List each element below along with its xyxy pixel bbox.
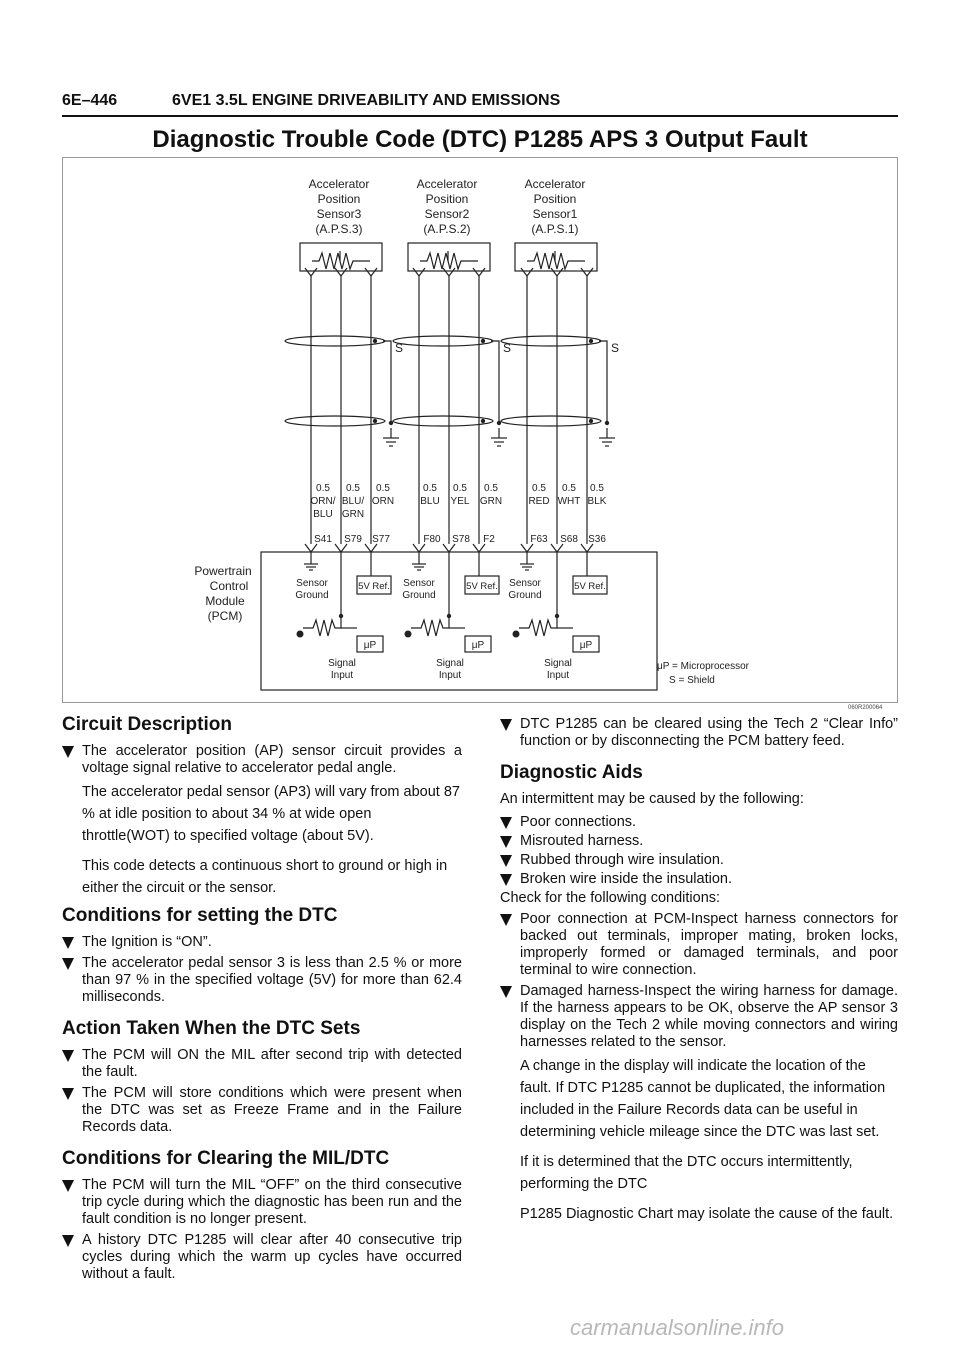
svg-text:0.5: 0.5 [453, 483, 467, 494]
bullet-item: Poor connections. [500, 814, 898, 831]
pcm-circuit-aps3 [295, 552, 391, 681]
svg-text:Accelerator: Accelerator [524, 177, 586, 191]
figure-id: 060R200064 [848, 705, 883, 711]
svg-text:F2: F2 [483, 534, 495, 545]
svg-text:Input: Input [546, 670, 570, 681]
right-column [500, 716, 898, 1233]
svg-text:RED: RED [528, 496, 550, 507]
svg-text:Sensor: Sensor [403, 578, 435, 589]
pcm-circuit-aps2 [402, 552, 499, 681]
svg-text:5V Ref.: 5V Ref. [574, 581, 606, 592]
page-header [62, 92, 561, 110]
svg-text:Sensor: Sensor [296, 578, 328, 589]
svg-text:Accelerator: Accelerator [308, 177, 370, 191]
page-number: 6E–446 [62, 92, 118, 109]
sensor-label-aps2 [417, 177, 478, 236]
shield-label-1: S [395, 341, 404, 355]
svg-text:S = Shield: S = Shield [669, 675, 715, 686]
heading-conditions-clearing: Conditions for Clearing the MIL/DTC [62, 1148, 390, 1169]
svg-text:BLU: BLU [313, 509, 333, 520]
sensor-label-aps3 [309, 177, 370, 236]
sensor-label-aps1 [525, 177, 586, 236]
svg-text:Position: Position [533, 192, 577, 206]
paragraph: Check for the following conditions: [500, 890, 721, 906]
svg-text:(A.P.S.3): (A.P.S.3) [315, 222, 363, 236]
svg-text:5V Ref.: 5V Ref. [358, 581, 390, 592]
diagram-legend [657, 661, 750, 686]
svg-text:0.5: 0.5 [532, 483, 546, 494]
heading-diagnostic-aids: Diagnostic Aids [500, 762, 643, 783]
svg-text:0.5: 0.5 [590, 483, 604, 494]
header-rule [62, 115, 898, 117]
svg-text:Sensor1: Sensor1 [532, 207, 578, 221]
svg-text:0.5: 0.5 [316, 483, 330, 494]
section-title: 6VE1 3.5L ENGINE DRIVEABILITY AND EMISSIONS [172, 92, 561, 109]
wiring-diagram [62, 157, 898, 703]
bullet-item: Damaged harness-Inspect the wiring harness for damage. If the harness appears to be OK, observe the AP sensor 3 display on the Tech 2 while moving connectors and wiring harnesses related to the sensor. [500, 983, 898, 1051]
svg-text:μP = Microprocessor: μP = Microprocessor [657, 661, 749, 672]
svg-text:Signal: Signal [328, 658, 356, 669]
svg-text:μP: μP [471, 640, 485, 651]
paragraph: A change in the display will indicate the location of the fault. If DTC P1285 cannot be duplicated, the information included in the Failure Records data can be useful in determining vehicle mileage since the DTC was last set. [520, 1058, 886, 1140]
bullet-item: Rubbed through wire insulation. [500, 852, 898, 869]
paragraph: The accelerator pedal sensor (AP3) will vary from about 87 % at idle position to about 34 % at wide open throttle(WOT) to specified voltage (about 5V). [82, 784, 460, 844]
svg-text:Signal: Signal [436, 658, 464, 669]
svg-text:Signal: Signal [544, 658, 572, 669]
svg-text:Module: Module [205, 594, 245, 608]
svg-text:(A.P.S.2): (A.P.S.2) [423, 222, 471, 236]
page-title: Diagnostic Trouble Code (DTC) P1285 APS 3 Output Fault [152, 126, 808, 153]
svg-text:S68: S68 [560, 534, 578, 545]
svg-text:BLK: BLK [587, 496, 607, 507]
svg-text:F80: F80 [423, 534, 441, 545]
paragraph: P1285 Diagnostic Chart may isolate the cause of the fault. [520, 1206, 894, 1222]
svg-text:μP: μP [579, 640, 593, 651]
heading-circuit-description: Circuit Description [62, 714, 232, 735]
svg-text:S79: S79 [344, 534, 362, 545]
bullet-item: Broken wire inside the insulation. [500, 871, 898, 888]
svg-text:0.5: 0.5 [562, 483, 576, 494]
bullet-item: The PCM will turn the MIL “OFF” on the third consecutive trip cycle during which the diagnostic has been run and the fault condition is no longer present. [62, 1177, 462, 1228]
heading-conditions-setting: Conditions for setting the DTC [62, 905, 338, 926]
svg-text:S78: S78 [452, 534, 470, 545]
bullet-item: The accelerator pedal sensor 3 is less than 2.5 % or more than 97 % in the specified voltage (5V) for more than 62.4 milliseconds. [62, 955, 462, 1006]
svg-text:WHT: WHT [557, 496, 581, 507]
pcm-circuit-aps1 [508, 552, 607, 681]
paragraph: This code detects a continuous short to ground or high in either the circuit or the sensor. [82, 858, 448, 896]
svg-text:0.5: 0.5 [376, 483, 390, 494]
svg-text:YEL: YEL [450, 496, 470, 507]
bullet-item: DTC P1285 can be cleared using the Tech 2 “Clear Info” function or by disconnecting the PCM battery feed. [500, 716, 898, 750]
svg-text:Sensor3: Sensor3 [316, 207, 362, 221]
svg-text:μP: μP [363, 640, 377, 651]
wire-labels [311, 483, 607, 520]
svg-text:Accelerator: Accelerator [416, 177, 478, 191]
paragraph: An intermittent may be caused by the following: [500, 791, 804, 807]
svg-text:5V Ref.: 5V Ref. [466, 581, 498, 592]
svg-text:0.5: 0.5 [346, 483, 360, 494]
svg-text:ORN: ORN [371, 496, 395, 507]
watermark: carmanualsonline.info [570, 1315, 785, 1340]
svg-text:BLU/: BLU/ [341, 496, 365, 507]
svg-text:S36: S36 [588, 534, 606, 545]
bullet-item: The accelerator position (AP) sensor circuit provides a voltage signal relative to accelerator pedal angle. [62, 743, 462, 777]
bullet-item: The Ignition is “ON”. [62, 934, 462, 951]
left-column [62, 716, 462, 1287]
svg-text:Ground: Ground [402, 590, 436, 601]
svg-text:(A.P.S.1): (A.P.S.1) [531, 222, 579, 236]
svg-text:(PCM): (PCM) [207, 609, 243, 623]
svg-text:Control: Control [209, 579, 249, 593]
svg-text:Sensor: Sensor [509, 578, 541, 589]
svg-text:0.5: 0.5 [423, 483, 437, 494]
svg-text:GRN: GRN [341, 509, 365, 520]
bullet-item: The PCM will store conditions which were present when the DTC was set as Freeze Frame and in the Failure Records data. [62, 1085, 462, 1136]
bullet-item: A history DTC P1285 will clear after 40 consecutive trip cycles during which the warm up cycles have occurred without a fault. [62, 1232, 462, 1283]
svg-text:Ground: Ground [508, 590, 542, 601]
svg-text:GRN: GRN [479, 496, 503, 507]
svg-text:BLU: BLU [420, 496, 440, 507]
bullet-item: Misrouted harness. [500, 833, 898, 850]
svg-text:Input: Input [330, 670, 354, 681]
svg-text:Input: Input [438, 670, 462, 681]
svg-text:0.5: 0.5 [484, 483, 498, 494]
shield-label-2: S [503, 341, 512, 355]
paragraph: If it is determined that the DTC occurs intermittently, performing the DTC [520, 1154, 853, 1192]
svg-text:S77: S77 [372, 534, 390, 545]
pin-labels [314, 534, 606, 545]
bullet-item: Poor connection at PCM-Inspect harness connectors for backed out terminals, improper mating, broken locks, improperly formed or damaged terminals, and poor terminal to wire connection. [500, 911, 898, 979]
svg-text:Position: Position [317, 192, 361, 206]
svg-text:F63: F63 [530, 534, 548, 545]
shield-label-3: S [611, 341, 620, 355]
svg-text:Sensor2: Sensor2 [424, 207, 470, 221]
heading-action-taken: Action Taken When the DTC Sets [62, 1018, 361, 1039]
bullet-item: The PCM will ON the MIL after second trip with detected the fault. [62, 1047, 462, 1081]
svg-text:Ground: Ground [295, 590, 329, 601]
svg-text:ORN/: ORN/ [310, 496, 336, 507]
svg-text:S41: S41 [314, 534, 332, 545]
pcm-label [194, 564, 251, 623]
svg-text:Position: Position [425, 192, 469, 206]
svg-text:Powertrain: Powertrain [194, 564, 252, 578]
